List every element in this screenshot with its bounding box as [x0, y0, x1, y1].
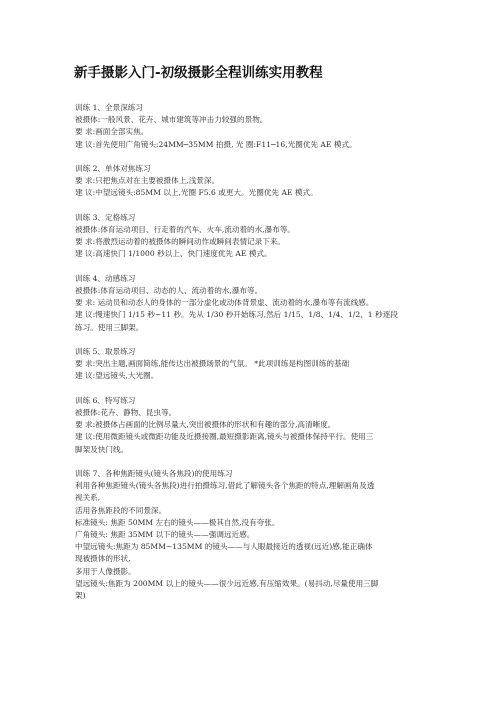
- text-line: 建 议:中望远镜头:85MM 以上,光圈 F5.6 或更大。光圈优先 AE 模式。: [75, 188, 318, 198]
- training-section: [75, 395, 423, 456]
- text-line: 要 求:突出主题,画面简练,能传达出被摄场景的气氛。 *此项训练是构图训练的基础: [75, 359, 350, 369]
- section-heading: 训练 4、动感练习: [75, 273, 136, 283]
- section-heading: 训练 5、取景练习: [75, 347, 136, 356]
- text-line: 要 求:画面全部实焦。: [75, 127, 149, 137]
- text-line: 建 议:高速快门 1/1000 秒以上、快门速度优先 AE 模式。: [75, 249, 272, 259]
- section-heading: 训练 6、特写练习: [75, 395, 136, 405]
- text-line: 中望远镜头:焦距为 85MM~135MM 的镜头——与人眼最接近的透视(远近)感,能正确体: [75, 542, 373, 552]
- section-heading: 训练 1、全景深练习: [75, 103, 143, 112]
- text-line: 建 议:慢速快门 1/15 秒~11 秒。先从 1/30 秒开始练习,然后 1/15、1/8、1/4、1/2、1 秒逐段: [75, 310, 398, 320]
- text-line: 广角镜头: 焦距 35MM 以下的镜头——强调远近感。: [75, 530, 255, 540]
- training-section: [75, 273, 423, 334]
- text-line: 建 议:望远镜头,大光圈。: [75, 371, 159, 381]
- text-line: 现被摄体的形状,: [75, 554, 131, 564]
- text-line: 多用于人像摄影。: [75, 566, 136, 576]
- text-line: 被摄体:一般风景、花卉、城市建筑等冲击力较强的景物。: [75, 115, 268, 125]
- text-line: 练习。使用三脚架。: [75, 322, 144, 332]
- text-line: 望远镜头:焦距为 200MM 以上的镜头——很少远近感,有压缩效果。(易抖动,尽量使用三脚: [75, 578, 379, 588]
- text-line: 要 求:被摄体占画面的比例尽量大,突出被摄体的形状和有趣的部分,高清晰度。: [75, 420, 336, 430]
- training-section: [75, 102, 423, 151]
- text-line: 视关系,: [75, 493, 101, 503]
- text-line: 被摄体:花卉、静物、昆虫等。: [75, 408, 177, 417]
- text-line: 要 求:只把焦点对在主要被摄体上,浅景深。: [75, 176, 220, 186]
- section-heading: 训练 2、单体对焦练习: [75, 164, 151, 173]
- text-line: 架): [75, 591, 86, 601]
- text-line: 被摄体:体育运动项目、动态的人、流动着的水,瀑布等。: [75, 286, 263, 295]
- text-line: 要 求: 运动员和动态人的身体的一部分虚化或动体背景虚、流动着的水,瀑布等有流线感。: [75, 298, 374, 308]
- training-section: [75, 468, 423, 602]
- document-title: 新手摄影入门-初级摄影全程训练实用教程: [74, 65, 323, 81]
- document-body: [75, 102, 423, 614]
- text-line: 标准镜头: 焦距 50MM 左右的镜头——极其自然,没有夸张。: [75, 517, 280, 527]
- text-line: 建 议:使用微距镜头或微距功能及近摄接圈,最短摄影距离,镜头与被摄体保持平行。使用三: [75, 432, 374, 442]
- text-line: 活用各焦距段的不同景深。: [75, 505, 167, 515]
- training-section: [75, 212, 423, 261]
- text-line: 要 求:将激烈运动着的被摄体的瞬间动作或瞬间表情记录下来。: [75, 237, 286, 247]
- training-section: [75, 163, 423, 200]
- text-line: 脚架及快门线。: [75, 444, 129, 454]
- text-line: 建 议:首先使用广角镜头:24MM─35MM 拍摄, 光 圈:F11─16,光圈优先 AE 模式。: [75, 139, 357, 149]
- section-heading: 训练 3、定格练习: [75, 212, 136, 222]
- text-line: 利用各种焦距镜头(镜头各焦段)进行拍摄练习,借此了解镜头各个焦距的特点,理解画角及透: [75, 481, 375, 491]
- training-section: [75, 346, 423, 383]
- text-line: 被摄体:体育运动项目、行走着的汽车、火车,流动着的水,瀑布等。: [75, 225, 296, 234]
- section-heading: 训练 7、各种焦距镜头(镜头各焦段)的使用练习: [75, 469, 233, 478]
